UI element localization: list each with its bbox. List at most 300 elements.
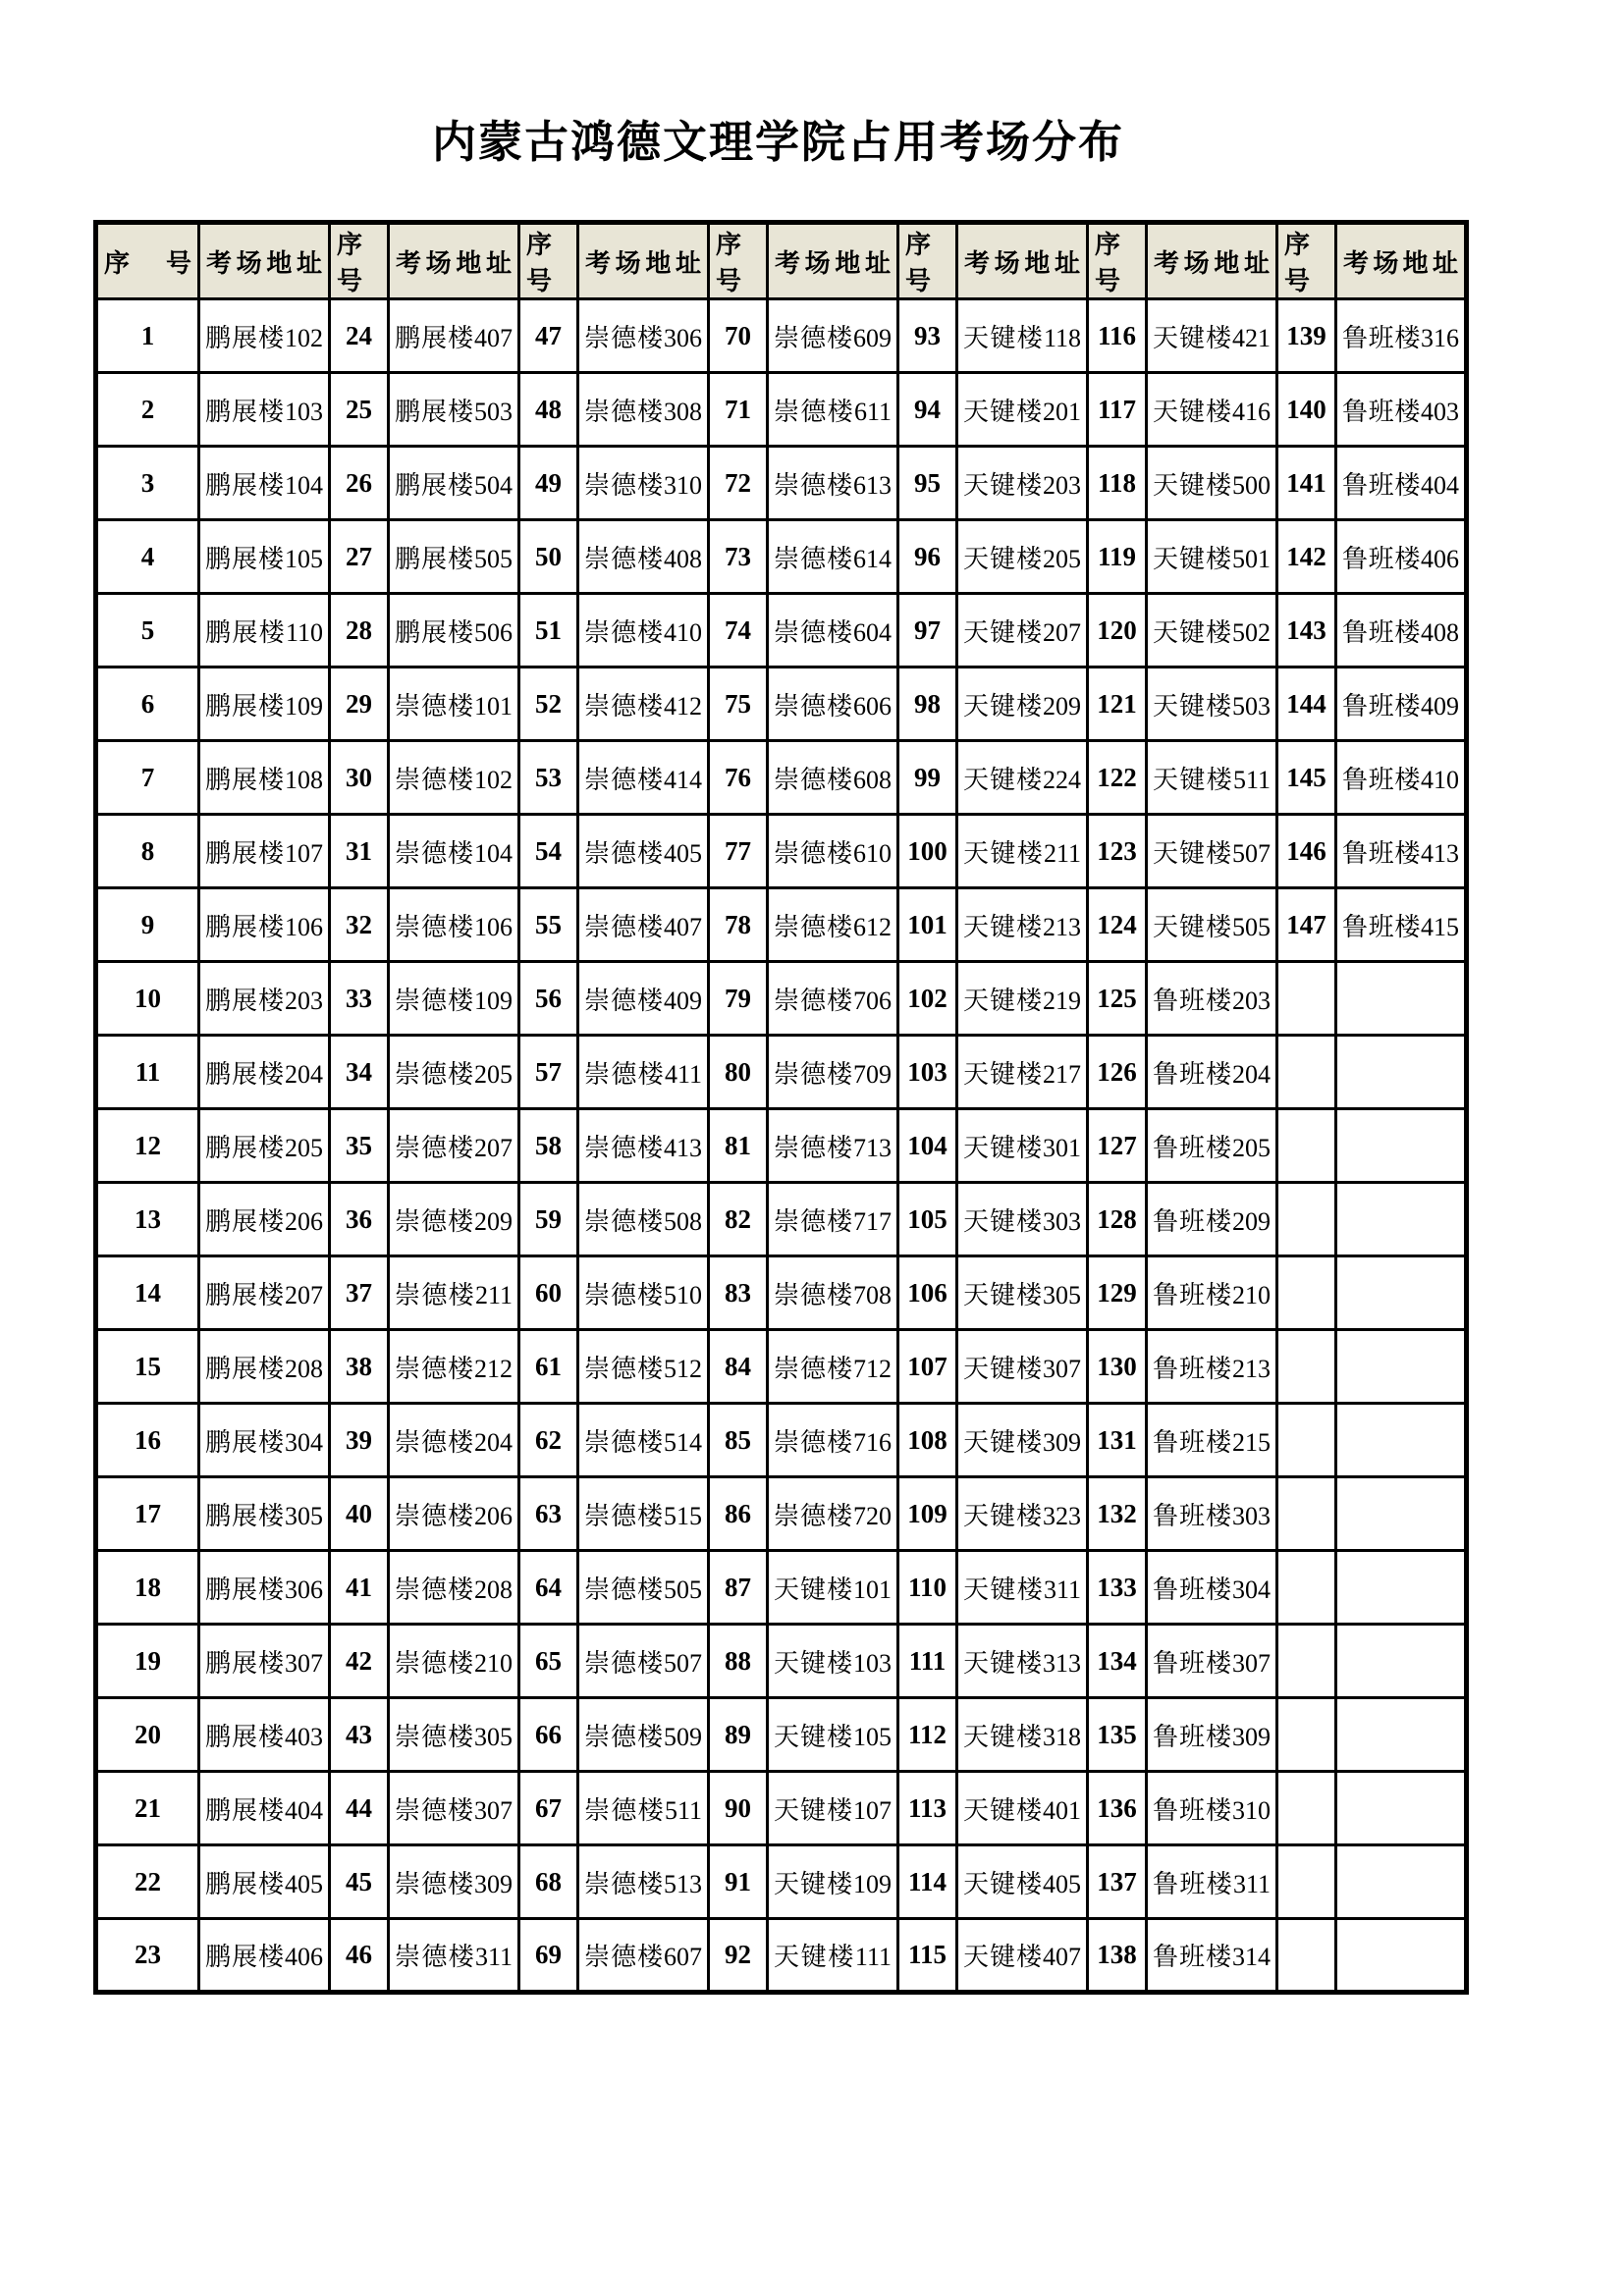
address-cell: 鲁班楼403 <box>1336 373 1467 447</box>
serial-cell: 44 <box>330 1772 389 1845</box>
address-cell: 天键楼313 <box>957 1625 1088 1698</box>
serial-cell: 73 <box>709 520 768 594</box>
serial-cell: 113 <box>898 1772 957 1845</box>
address-cell: 鲁班楼415 <box>1336 888 1467 962</box>
address-cell: 天键楼205 <box>957 520 1088 594</box>
address-cell: 鲁班楼209 <box>1147 1183 1277 1256</box>
serial-cell: 14 <box>96 1256 199 1330</box>
address-column-header: 考场地址 <box>1147 223 1277 299</box>
address-cell: 崇德楼706 <box>768 962 898 1036</box>
address-cell: 崇德楼612 <box>768 888 898 962</box>
address-cell: 崇德楼405 <box>578 815 709 888</box>
table-row <box>96 1404 1467 1477</box>
address-cell: 崇德楼507 <box>578 1625 709 1698</box>
address-cell: 崇德楼412 <box>578 667 709 741</box>
address-cell: 鹏展楼506 <box>389 594 519 667</box>
address-cell: 天键楼213 <box>957 888 1088 962</box>
serial-cell: 64 <box>519 1551 578 1625</box>
serial-cell: 25 <box>330 373 389 447</box>
address-cell: 鹏展楼407 <box>389 299 519 373</box>
address-cell: 崇德楼613 <box>768 447 898 520</box>
address-cell: 崇德楼306 <box>578 299 709 373</box>
address-cell: 天键楼211 <box>957 815 1088 888</box>
address-cell: 崇德楼104 <box>389 815 519 888</box>
address-cell: 鹏展楼110 <box>199 594 330 667</box>
page-title: 内蒙古鸿德文理学院占用考场分布 <box>431 118 1124 167</box>
serial-column-header: 序号 <box>898 223 957 299</box>
address-cell: 鹏展楼207 <box>199 1256 330 1330</box>
address-cell: 崇德楼604 <box>768 594 898 667</box>
serial-cell: 117 <box>1088 373 1147 447</box>
address-cell: 鹏展楼205 <box>199 1109 330 1183</box>
address-column-header: 考场地址 <box>768 223 898 299</box>
serial-cell: 82 <box>709 1183 768 1256</box>
address-cell: 天键楼507 <box>1147 815 1277 888</box>
table-row <box>96 594 1467 667</box>
serial-cell: 120 <box>1088 594 1147 667</box>
serial-cell: 94 <box>898 373 957 447</box>
serial-cell <box>1277 962 1336 1036</box>
table-row <box>96 1772 1467 1845</box>
address-cell: 天键楼307 <box>957 1330 1088 1404</box>
address-cell: 天键楼209 <box>957 667 1088 741</box>
serial-cell: 69 <box>519 1919 578 1993</box>
address-cell: 崇德楼511 <box>578 1772 709 1845</box>
table-row <box>96 299 1467 373</box>
serial-cell: 12 <box>96 1109 199 1183</box>
address-cell: 鹏展楼503 <box>389 373 519 447</box>
table-row <box>96 815 1467 888</box>
serial-cell: 80 <box>709 1036 768 1109</box>
address-cell: 鹏展楼102 <box>199 299 330 373</box>
address-cell: 天键楼416 <box>1147 373 1277 447</box>
address-cell: 鹏展楼305 <box>199 1477 330 1551</box>
address-cell: 崇德楼608 <box>768 741 898 815</box>
address-cell: 崇德楼515 <box>578 1477 709 1551</box>
address-cell: 鹏展楼106 <box>199 888 330 962</box>
address-cell: 崇德楼311 <box>389 1919 519 1993</box>
address-cell: 天键楼224 <box>957 741 1088 815</box>
address-cell: 鲁班楼406 <box>1336 520 1467 594</box>
address-cell: 崇德楼716 <box>768 1404 898 1477</box>
address-cell: 天键楼405 <box>957 1845 1088 1919</box>
table-row <box>96 1330 1467 1404</box>
serial-cell: 18 <box>96 1551 199 1625</box>
address-cell: 鲁班楼409 <box>1336 667 1467 741</box>
address-cell: 鹏展楼404 <box>199 1772 330 1845</box>
serial-cell <box>1277 1919 1336 1993</box>
serial-cell: 51 <box>519 594 578 667</box>
address-cell: 崇德楼708 <box>768 1256 898 1330</box>
serial-cell <box>1277 1845 1336 1919</box>
address-cell: 鹏展楼103 <box>199 373 330 447</box>
address-cell: 天键楼219 <box>957 962 1088 1036</box>
address-cell: 崇德楼309 <box>389 1845 519 1919</box>
address-cell <box>1336 1919 1467 1993</box>
address-cell: 天键楼323 <box>957 1477 1088 1551</box>
exam-room-table <box>93 220 1469 1995</box>
address-cell <box>1336 1845 1467 1919</box>
address-cell: 崇德楼210 <box>389 1625 519 1698</box>
serial-cell: 95 <box>898 447 957 520</box>
address-cell: 天键楼318 <box>957 1698 1088 1772</box>
address-cell: 天键楼201 <box>957 373 1088 447</box>
serial-cell <box>1277 1036 1336 1109</box>
address-cell: 崇德楼614 <box>768 520 898 594</box>
address-cell: 天键楼500 <box>1147 447 1277 520</box>
address-cell: 鹏展楼109 <box>199 667 330 741</box>
serial-cell: 6 <box>96 667 199 741</box>
serial-cell: 87 <box>709 1551 768 1625</box>
address-cell: 崇德楼709 <box>768 1036 898 1109</box>
serial-cell: 35 <box>330 1109 389 1183</box>
address-cell: 崇德楼712 <box>768 1330 898 1404</box>
serial-cell: 71 <box>709 373 768 447</box>
serial-column-header: 序号 <box>1088 223 1147 299</box>
serial-cell: 20 <box>96 1698 199 1772</box>
address-cell: 崇德楼609 <box>768 299 898 373</box>
serial-cell: 116 <box>1088 299 1147 373</box>
serial-cell: 110 <box>898 1551 957 1625</box>
serial-cell: 42 <box>330 1625 389 1698</box>
serial-cell: 9 <box>96 888 199 962</box>
address-cell: 鹏展楼406 <box>199 1919 330 1993</box>
serial-cell: 7 <box>96 741 199 815</box>
address-cell <box>1336 1477 1467 1551</box>
address-cell: 天键楼505 <box>1147 888 1277 962</box>
serial-cell: 47 <box>519 299 578 373</box>
address-cell <box>1336 1036 1467 1109</box>
address-cell: 天键楼118 <box>957 299 1088 373</box>
table-row <box>96 447 1467 520</box>
address-cell: 崇德楼411 <box>578 1036 709 1109</box>
serial-cell: 33 <box>330 962 389 1036</box>
address-cell: 崇德楼410 <box>578 594 709 667</box>
serial-column-header: 序号 <box>1277 223 1336 299</box>
serial-cell: 144 <box>1277 667 1336 741</box>
serial-cell: 43 <box>330 1698 389 1772</box>
serial-cell: 97 <box>898 594 957 667</box>
serial-cell: 22 <box>96 1845 199 1919</box>
address-cell: 天键楼501 <box>1147 520 1277 594</box>
address-cell: 鲁班楼304 <box>1147 1551 1277 1625</box>
serial-cell: 17 <box>96 1477 199 1551</box>
serial-cell: 99 <box>898 741 957 815</box>
serial-cell: 85 <box>709 1404 768 1477</box>
serial-cell: 137 <box>1088 1845 1147 1919</box>
serial-cell: 4 <box>96 520 199 594</box>
table-row <box>96 1919 1467 1993</box>
address-cell: 崇德楼207 <box>389 1109 519 1183</box>
address-cell: 崇德楼611 <box>768 373 898 447</box>
serial-cell: 146 <box>1277 815 1336 888</box>
serial-cell: 84 <box>709 1330 768 1404</box>
serial-column-header: 序号 <box>709 223 768 299</box>
serial-cell: 54 <box>519 815 578 888</box>
serial-cell: 36 <box>330 1183 389 1256</box>
address-cell: 崇德楼513 <box>578 1845 709 1919</box>
address-cell: 崇德楼610 <box>768 815 898 888</box>
address-cell: 鲁班楼310 <box>1147 1772 1277 1845</box>
serial-cell: 29 <box>330 667 389 741</box>
address-cell: 鹏展楼306 <box>199 1551 330 1625</box>
table-row <box>96 1183 1467 1256</box>
address-cell: 崇德楼413 <box>578 1109 709 1183</box>
serial-cell: 55 <box>519 888 578 962</box>
serial-cell: 135 <box>1088 1698 1147 1772</box>
serial-cell <box>1277 1109 1336 1183</box>
serial-cell: 39 <box>330 1404 389 1477</box>
serial-cell: 58 <box>519 1109 578 1183</box>
serial-cell: 19 <box>96 1625 199 1698</box>
serial-cell: 147 <box>1277 888 1336 962</box>
address-cell: 鲁班楼210 <box>1147 1256 1277 1330</box>
serial-cell: 34 <box>330 1036 389 1109</box>
serial-cell: 79 <box>709 962 768 1036</box>
address-cell: 鲁班楼316 <box>1336 299 1467 373</box>
address-cell: 鹏展楼505 <box>389 520 519 594</box>
address-cell: 天键楼303 <box>957 1183 1088 1256</box>
serial-cell: 125 <box>1088 962 1147 1036</box>
serial-cell <box>1277 1477 1336 1551</box>
table-row <box>96 1845 1467 1919</box>
serial-cell: 114 <box>898 1845 957 1919</box>
address-cell: 天键楼203 <box>957 447 1088 520</box>
serial-column-header: 序号 <box>96 223 199 299</box>
serial-cell: 142 <box>1277 520 1336 594</box>
table-header <box>96 223 1467 299</box>
address-cell: 天键楼309 <box>957 1404 1088 1477</box>
serial-cell: 109 <box>898 1477 957 1551</box>
address-cell: 天键楼305 <box>957 1256 1088 1330</box>
table-row <box>96 520 1467 594</box>
serial-cell: 128 <box>1088 1183 1147 1256</box>
address-cell: 鹏展楼403 <box>199 1698 330 1772</box>
serial-cell: 60 <box>519 1256 578 1330</box>
serial-cell: 100 <box>898 815 957 888</box>
table-row <box>96 1036 1467 1109</box>
serial-cell: 40 <box>330 1477 389 1551</box>
serial-cell: 119 <box>1088 520 1147 594</box>
address-cell: 天键楼111 <box>768 1919 898 1993</box>
serial-cell: 136 <box>1088 1772 1147 1845</box>
serial-cell: 63 <box>519 1477 578 1551</box>
address-cell <box>1336 1183 1467 1256</box>
address-cell: 鲁班楼311 <box>1147 1845 1277 1919</box>
address-cell: 崇德楼713 <box>768 1109 898 1183</box>
address-cell: 鹏展楼107 <box>199 815 330 888</box>
address-cell: 天键楼407 <box>957 1919 1088 1993</box>
address-cell: 天键楼107 <box>768 1772 898 1845</box>
serial-cell: 57 <box>519 1036 578 1109</box>
address-cell: 鲁班楼314 <box>1147 1919 1277 1993</box>
address-cell: 崇德楼109 <box>389 962 519 1036</box>
serial-cell: 32 <box>330 888 389 962</box>
serial-cell <box>1277 1772 1336 1845</box>
serial-cell: 26 <box>330 447 389 520</box>
serial-cell: 76 <box>709 741 768 815</box>
address-cell: 崇德楼211 <box>389 1256 519 1330</box>
serial-cell: 5 <box>96 594 199 667</box>
serial-cell: 131 <box>1088 1404 1147 1477</box>
serial-cell: 77 <box>709 815 768 888</box>
serial-cell: 68 <box>519 1845 578 1919</box>
serial-cell: 65 <box>519 1625 578 1698</box>
serial-cell <box>1277 1551 1336 1625</box>
serial-cell: 8 <box>96 815 199 888</box>
serial-cell: 140 <box>1277 373 1336 447</box>
address-cell <box>1336 1404 1467 1477</box>
serial-cell: 59 <box>519 1183 578 1256</box>
address-cell: 崇德楼307 <box>389 1772 519 1845</box>
serial-column-header: 序号 <box>519 223 578 299</box>
table-row <box>96 1477 1467 1551</box>
serial-cell: 130 <box>1088 1330 1147 1404</box>
serial-cell: 3 <box>96 447 199 520</box>
address-cell: 崇德楼305 <box>389 1698 519 1772</box>
address-cell: 鹏展楼104 <box>199 447 330 520</box>
address-cell: 崇德楼409 <box>578 962 709 1036</box>
address-cell: 鹏展楼203 <box>199 962 330 1036</box>
address-column-header: 考场地址 <box>199 223 330 299</box>
serial-cell: 38 <box>330 1330 389 1404</box>
serial-cell: 78 <box>709 888 768 962</box>
serial-cell: 139 <box>1277 299 1336 373</box>
serial-cell: 133 <box>1088 1551 1147 1625</box>
address-cell: 天键楼103 <box>768 1625 898 1698</box>
serial-cell: 88 <box>709 1625 768 1698</box>
address-cell: 天键楼105 <box>768 1698 898 1772</box>
address-cell: 鹏展楼304 <box>199 1404 330 1477</box>
serial-cell: 106 <box>898 1256 957 1330</box>
serial-cell: 138 <box>1088 1919 1147 1993</box>
address-cell: 鹏展楼206 <box>199 1183 330 1256</box>
serial-cell: 37 <box>330 1256 389 1330</box>
serial-cell <box>1277 1256 1336 1330</box>
serial-cell: 11 <box>96 1036 199 1109</box>
serial-cell: 127 <box>1088 1109 1147 1183</box>
serial-cell: 104 <box>898 1109 957 1183</box>
serial-cell: 126 <box>1088 1036 1147 1109</box>
address-cell <box>1336 1109 1467 1183</box>
serial-cell: 74 <box>709 594 768 667</box>
serial-cell <box>1277 1404 1336 1477</box>
address-cell: 崇德楼514 <box>578 1404 709 1477</box>
address-cell: 鹏展楼307 <box>199 1625 330 1698</box>
table-row <box>96 1698 1467 1772</box>
serial-cell: 30 <box>330 741 389 815</box>
address-cell: 鲁班楼213 <box>1147 1330 1277 1404</box>
address-cell: 天键楼421 <box>1147 299 1277 373</box>
serial-cell: 118 <box>1088 447 1147 520</box>
serial-cell: 67 <box>519 1772 578 1845</box>
serial-cell: 134 <box>1088 1625 1147 1698</box>
address-cell: 崇德楼414 <box>578 741 709 815</box>
serial-cell: 31 <box>330 815 389 888</box>
serial-cell: 61 <box>519 1330 578 1404</box>
address-cell: 崇德楼205 <box>389 1036 519 1109</box>
serial-cell: 112 <box>898 1698 957 1772</box>
serial-cell <box>1277 1183 1336 1256</box>
address-cell: 崇德楼209 <box>389 1183 519 1256</box>
serial-cell: 49 <box>519 447 578 520</box>
serial-cell: 56 <box>519 962 578 1036</box>
address-cell <box>1336 1625 1467 1698</box>
serial-cell: 41 <box>330 1551 389 1625</box>
serial-cell: 53 <box>519 741 578 815</box>
serial-cell: 141 <box>1277 447 1336 520</box>
serial-cell: 92 <box>709 1919 768 1993</box>
header-row <box>96 223 1467 299</box>
serial-cell <box>1277 1698 1336 1772</box>
address-cell: 崇德楼310 <box>578 447 709 520</box>
address-cell: 鲁班楼204 <box>1147 1036 1277 1109</box>
address-cell <box>1336 1256 1467 1330</box>
address-cell: 天键楼207 <box>957 594 1088 667</box>
address-cell: 鹏展楼108 <box>199 741 330 815</box>
address-cell: 崇德楼607 <box>578 1919 709 1993</box>
table-row <box>96 373 1467 447</box>
address-cell: 天键楼503 <box>1147 667 1277 741</box>
table-row <box>96 888 1467 962</box>
address-cell: 崇德楼407 <box>578 888 709 962</box>
table-row <box>96 1551 1467 1625</box>
serial-cell: 62 <box>519 1404 578 1477</box>
serial-cell: 46 <box>330 1919 389 1993</box>
serial-cell: 75 <box>709 667 768 741</box>
serial-cell: 72 <box>709 447 768 520</box>
serial-cell: 122 <box>1088 741 1147 815</box>
serial-cell: 124 <box>1088 888 1147 962</box>
serial-cell: 108 <box>898 1404 957 1477</box>
address-cell: 崇德楼204 <box>389 1404 519 1477</box>
serial-cell: 132 <box>1088 1477 1147 1551</box>
address-cell: 崇德楼717 <box>768 1183 898 1256</box>
serial-cell: 102 <box>898 962 957 1036</box>
serial-cell: 86 <box>709 1477 768 1551</box>
address-column-header: 考场地址 <box>1336 223 1467 299</box>
address-cell: 崇德楼208 <box>389 1551 519 1625</box>
address-cell: 天键楼101 <box>768 1551 898 1625</box>
serial-cell: 10 <box>96 962 199 1036</box>
address-cell: 崇德楼206 <box>389 1477 519 1551</box>
serial-cell: 50 <box>519 520 578 594</box>
address-cell: 鲁班楼408 <box>1336 594 1467 667</box>
address-cell: 天键楼301 <box>957 1109 1088 1183</box>
address-cell: 崇德楼505 <box>578 1551 709 1625</box>
address-cell <box>1336 962 1467 1036</box>
serial-cell: 1 <box>96 299 199 373</box>
serial-cell: 90 <box>709 1772 768 1845</box>
address-cell: 鲁班楼203 <box>1147 962 1277 1036</box>
address-cell: 崇德楼509 <box>578 1698 709 1772</box>
address-cell: 鲁班楼410 <box>1336 741 1467 815</box>
serial-cell: 121 <box>1088 667 1147 741</box>
address-cell: 鲁班楼205 <box>1147 1109 1277 1183</box>
serial-cell: 89 <box>709 1698 768 1772</box>
serial-cell <box>1277 1330 1336 1404</box>
serial-cell: 81 <box>709 1109 768 1183</box>
address-cell: 鲁班楼303 <box>1147 1477 1277 1551</box>
serial-cell: 143 <box>1277 594 1336 667</box>
address-column-header: 考场地址 <box>578 223 709 299</box>
address-cell: 天键楼502 <box>1147 594 1277 667</box>
serial-cell: 96 <box>898 520 957 594</box>
table-row <box>96 741 1467 815</box>
address-cell: 天键楼311 <box>957 1551 1088 1625</box>
address-cell <box>1336 1330 1467 1404</box>
address-cell: 鹏展楼504 <box>389 447 519 520</box>
